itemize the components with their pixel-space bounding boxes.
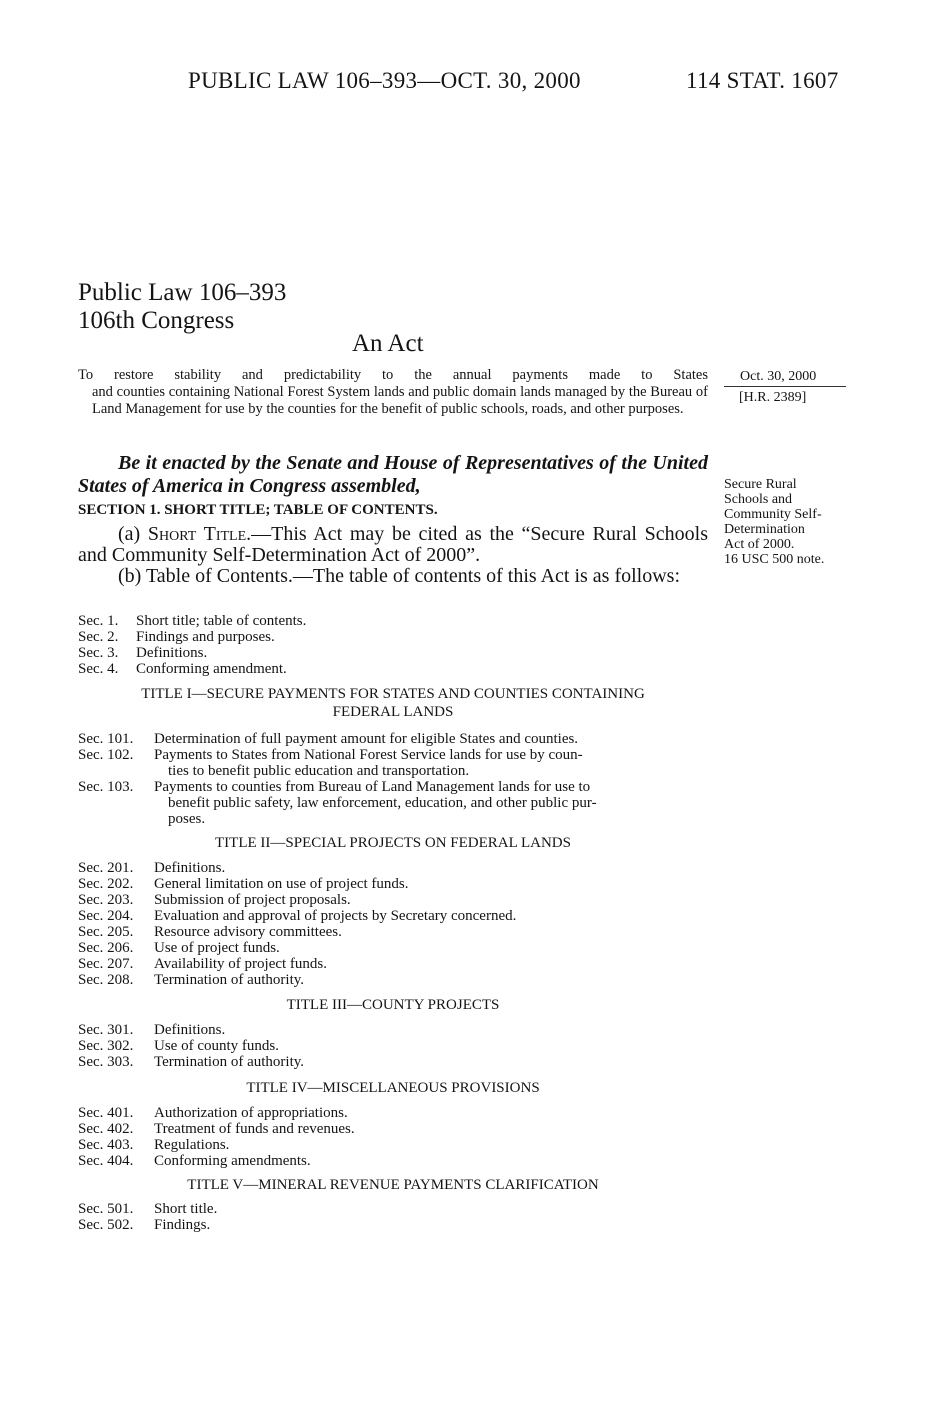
toc-entry [78,1105,718,1121]
margin-note-line: Determination [724,522,805,537]
toc-entry-number: Sec. 208. [78,972,134,988]
toc-entry [78,972,718,988]
toc-entry-title: Treatment of funds and revenues. [154,1121,355,1137]
purpose-continuation: and counties containing National Forest System lands and public domain lands managed by the Bureau of Land Management for use by the counties for the benefit of public schools, roads, and other purposes. [92,384,708,417]
margin-note-line: Community Self- [724,507,822,522]
toc-entry-title: Definitions. [136,645,208,661]
toc-title-2-sections [78,860,718,988]
toc-entry-number: Sec. 204. [78,908,134,924]
toc-title-2-heading: TITLE II—SPECIAL PROJECTS ON FEDERAL LANDS [215,835,571,851]
toc-entry-number: Sec. 1. [78,613,119,629]
toc-title-1-heading: TITLE I—SECURE PAYMENTS FOR STATES AND COUNTIES CONTAINING [141,686,645,702]
section-1-subsection-b: (b) Table of Contents.—The table of contents of this Act is as follows: [118,565,681,587]
toc-title-4-heading: TITLE IV—MISCELLANEOUS PROVISIONS [246,1080,540,1096]
toc-entry-number: Sec. 402. [78,1121,134,1137]
toc-title-5-sections [78,1201,718,1233]
toc-entry [78,908,718,924]
toc-entry [78,661,718,677]
subsection-a-caption: Short Title [147,523,247,545]
toc-entry [78,731,718,747]
toc-entry-number: Sec. 102. [78,747,134,763]
margin-note-line: Schools and [724,492,793,507]
congress-number: 106th Congress [78,307,235,334]
toc-entry-title: Short title; table of contents. [136,613,307,629]
toc-entry-title: Definitions. [154,860,226,876]
toc-entry [78,747,718,763]
toc-entry [78,629,718,645]
toc-entry-number: Sec. 207. [78,956,134,972]
toc-entry [78,613,718,629]
toc-entry-continuation [78,811,718,827]
toc-entry-title-cont: benefit public safety, law enforcement, education, and other public pur- [168,795,597,811]
toc-entry-title: Authorization of appropriations. [154,1105,348,1121]
toc-entry-title-cont: poses. [168,811,206,827]
toc-entry [78,956,718,972]
toc-entry-title: Findings and purposes. [136,629,275,645]
running-header-citation: PUBLIC LAW 106–393—OCT. 30, 2000 [188,68,581,93]
toc-entry-title: Termination of authority. [154,972,305,988]
toc-entry [78,1121,718,1137]
toc-entry-number: Sec. 403. [78,1137,134,1153]
toc-entry-number: Sec. 205. [78,924,134,940]
toc-entry-title: Findings. [154,1217,211,1233]
toc-entry [78,1153,718,1169]
toc-entry-number: Sec. 404. [78,1153,134,1169]
purpose-first-line: To restore stability and predictability to the annual payments made to States [78,367,708,383]
toc-entry-title: Submission of project proposals. [154,892,351,908]
toc-entry-title: Conforming amendment. [136,661,287,677]
toc-entry-number: Sec. 206. [78,940,134,956]
toc-entry-title: Termination of authority. [154,1054,305,1070]
toc-entry-title: Use of project funds. [154,940,280,956]
toc-entry-number: Sec. 4. [78,661,119,677]
section-1-heading: SECTION 1. SHORT TITLE; TABLE OF CONTENTS. [78,502,438,518]
purpose-text [78,367,708,418]
margin-note-line: 16 USC 500 note. [724,552,825,567]
toc-title-3-sections [78,1022,718,1070]
toc-entry-number: Sec. 201. [78,860,134,876]
toc-entry-title: Availability of project funds. [154,956,328,972]
margin-note-line: Act of 2000. [724,537,795,552]
toc-entry-number: Sec. 103. [78,779,134,795]
toc-entry-title: Resource advisory committees. [154,924,342,940]
toc-entry-number: Sec. 203. [78,892,134,908]
subsection-a-prefix: (a) [118,523,148,545]
margin-note-line: Secure Rural [724,477,797,492]
margin-divider [724,386,846,387]
toc-entry [78,1217,718,1233]
toc-entry [78,1038,718,1054]
toc-entry [78,779,718,795]
toc-entry-title: Use of county funds. [154,1038,279,1054]
toc-entry [78,1054,718,1070]
toc-entry [78,1022,718,1038]
margin-bill-number: [H.R. 2389] [739,390,807,405]
toc-entry [78,876,718,892]
enacting-clause: Be it enacted by the Senate and House of Representatives of the United States of America in Congress assembled, [78,452,708,497]
toc-entry-continuation [78,763,718,779]
toc-entry [78,892,718,908]
toc-entry-number: Sec. 302. [78,1038,134,1054]
toc-entry-number: Sec. 401. [78,1105,134,1121]
toc-entry-continuation [78,795,718,811]
toc-general [78,613,718,677]
toc-entry-number: Sec. 501. [78,1201,134,1217]
toc-entry-title: Short title. [154,1201,218,1217]
toc-entry-title: Payments to States from National Forest Service lands for use by coun- [154,747,583,763]
toc-entry-title: Evaluation and approval of projects by Secretary concerned. [154,908,517,924]
toc-entry [78,940,718,956]
toc-entry [78,1137,718,1153]
toc-entry-title: Conforming amendments. [154,1153,311,1169]
act-heading: An Act [352,330,424,357]
margin-date: Oct. 30, 2000 [740,369,817,384]
toc-entry-title: Determination of full payment amount for eligible States and counties. [154,731,579,747]
toc-title-1-sections [78,731,718,827]
toc-title-5-heading: TITLE V—MINERAL REVENUE PAYMENTS CLARIFICATION [187,1177,599,1193]
toc-entry-number: Sec. 202. [78,876,134,892]
toc-entry-title: Payments to counties from Bureau of Land Management lands for use to [154,779,591,795]
toc-entry-number: Sec. 2. [78,629,119,645]
toc-entry [78,1201,718,1217]
toc-entry-title: General limitation on use of project funds. [154,876,409,892]
running-header-page: 114 STAT. 1607 [686,68,839,93]
toc-entry-number: Sec. 3. [78,645,119,661]
toc-entry [78,924,718,940]
toc-entry-title-cont: ties to benefit public education and transportation. [168,763,470,779]
toc-entry-title: Regulations. [154,1137,230,1153]
toc-entry [78,645,718,661]
toc-title-4-sections [78,1105,718,1169]
toc-entry-number: Sec. 101. [78,731,134,747]
toc-entry-number: Sec. 301. [78,1022,134,1038]
toc-title-1-heading-cont: FEDERAL LANDS [332,704,454,720]
law-number: Public Law 106–393 [78,279,287,306]
subsection-a-text: .—This Act may be cited as the “Secure Rural Schools and Community Self-Determination Act of 2000”. [78,523,708,566]
margin-short-title-note [724,477,824,567]
section-1-subsection-a [78,524,708,566]
toc-entry-number: Sec. 303. [78,1054,134,1070]
toc-title-3-heading: TITLE III—COUNTY PROJECTS [286,997,500,1013]
toc-entry [78,860,718,876]
toc-entry-title: Definitions. [154,1022,226,1038]
toc-entry-number: Sec. 502. [78,1217,134,1233]
